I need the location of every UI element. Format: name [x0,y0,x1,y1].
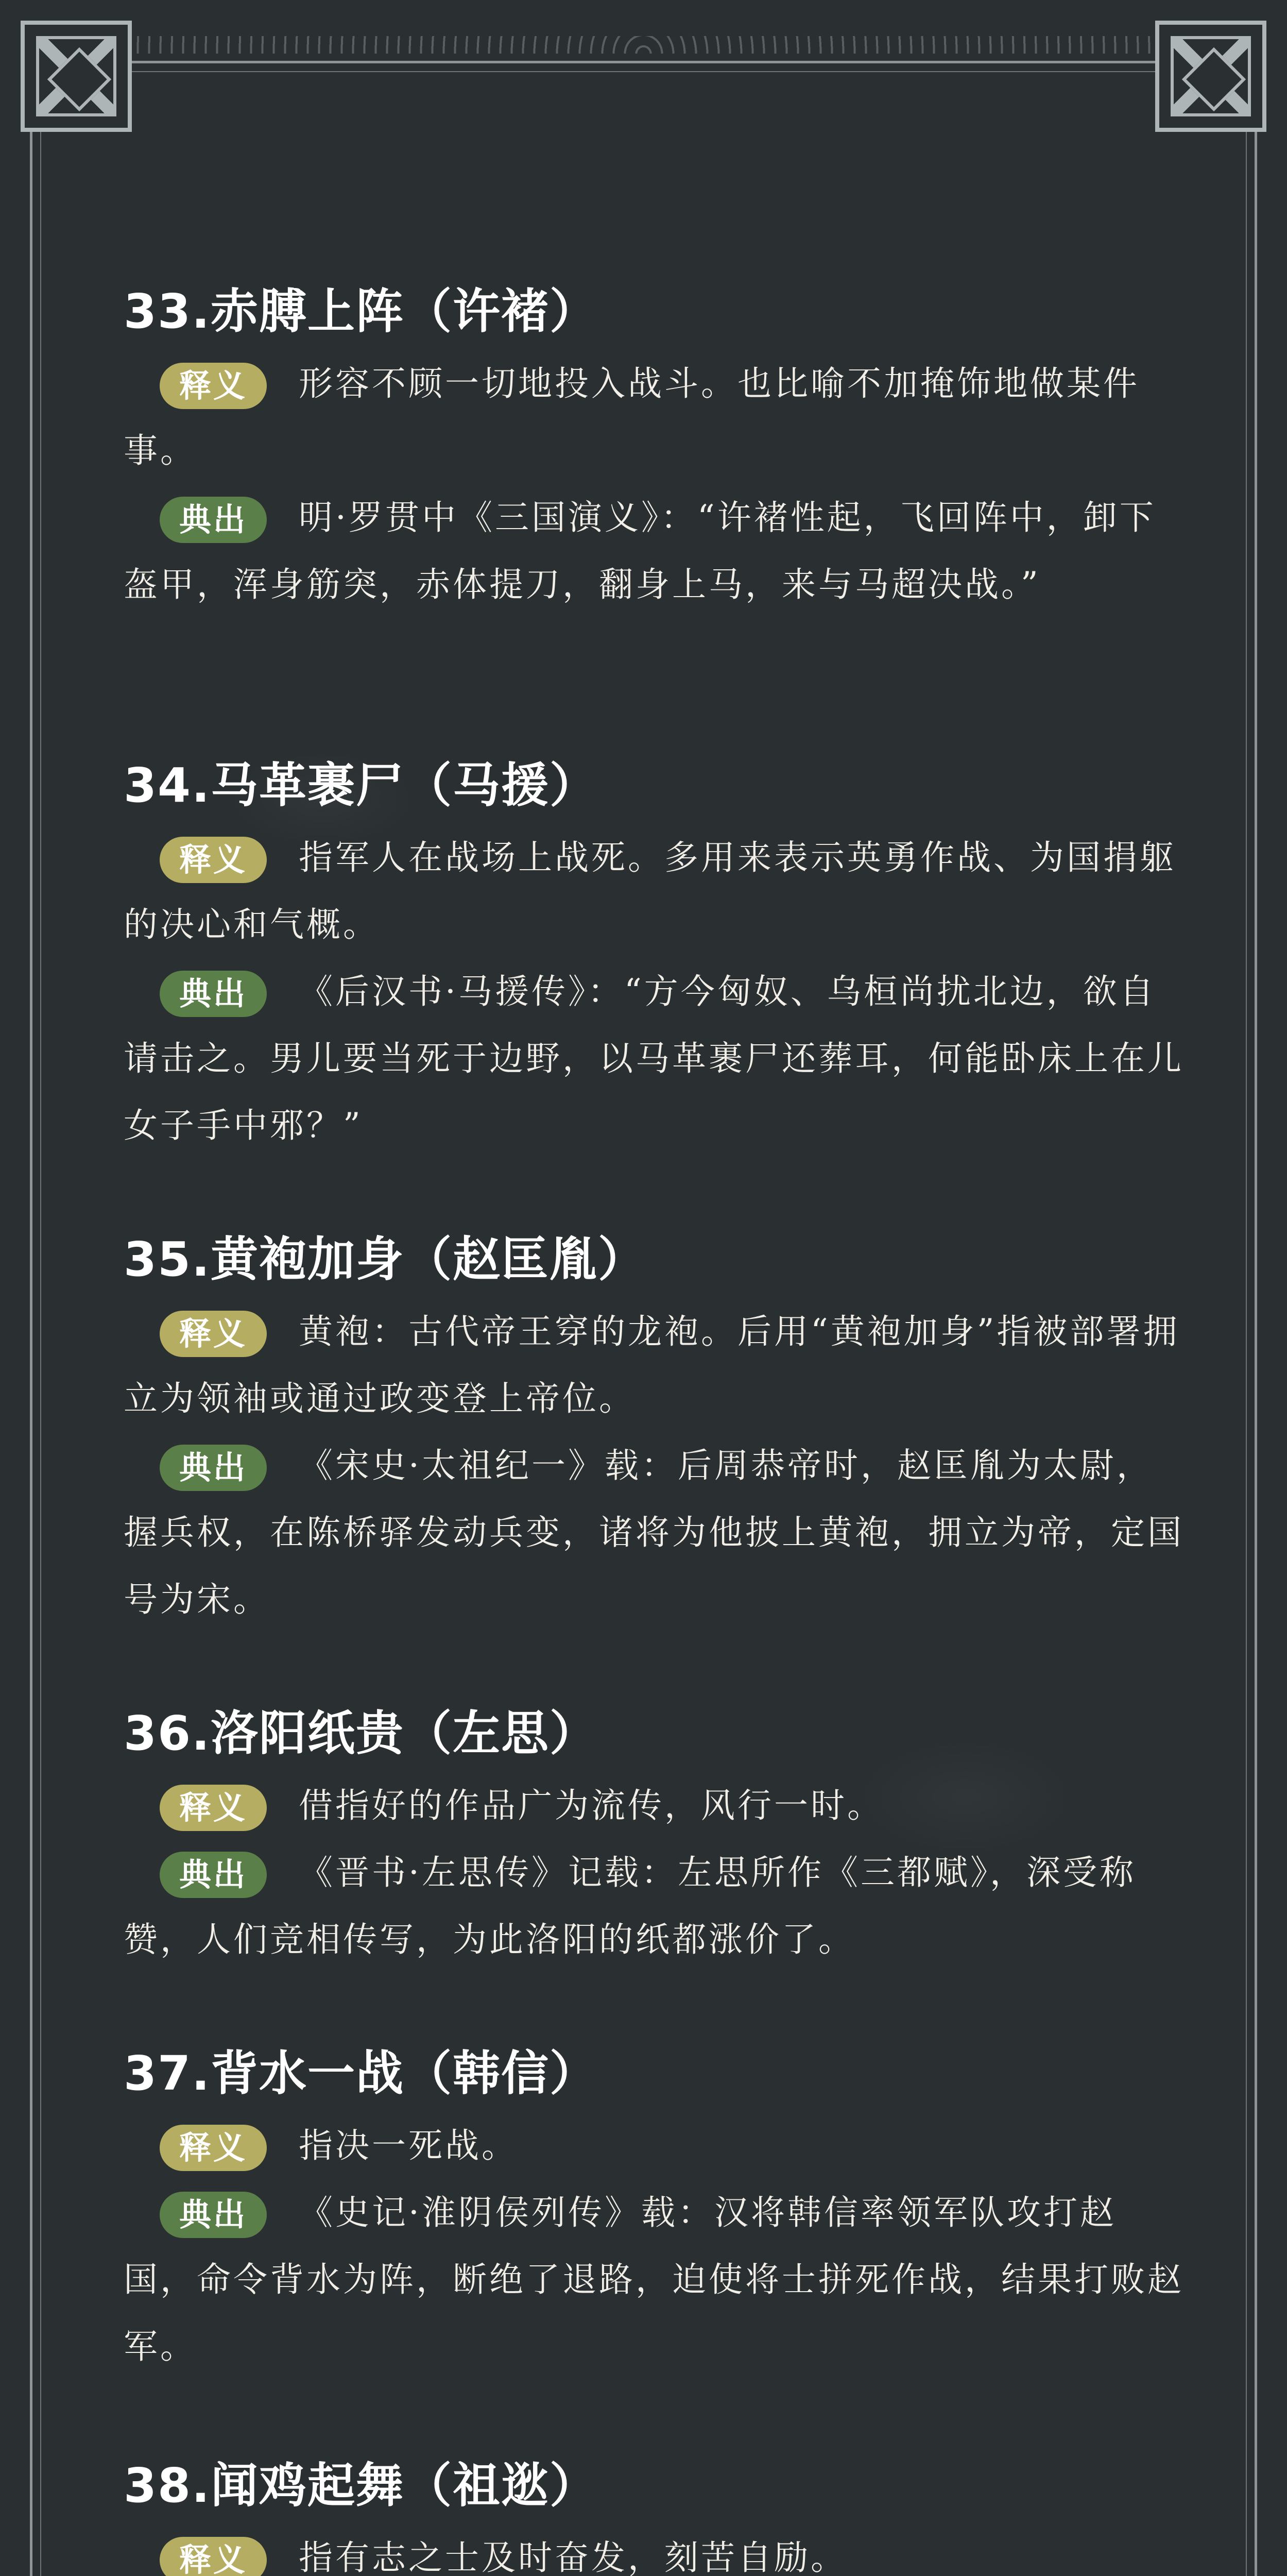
source-badge: 典出 [160,497,267,543]
source-text: 《晋书·左思传》记载：左思所作《三都赋》，深受称赞，人们竞相传写，为此洛阳的纸都涨价了。 [124,1853,1136,1959]
definition-text: 形容不顾一切地投入战斗。也比喻不加掩饰地做某件事。 [124,364,1140,470]
top-wave-border [134,36,1153,54]
definition-text: 指有志之士及时奋发，刻苦自励。 [299,2538,847,2576]
definition-row [124,1772,1185,1839]
definition-text: 指军人在战场上战死。多用来表示英勇作战、为国捐躯的决心和气概。 [124,838,1176,944]
source-badge: 典出 [160,971,267,1017]
definition-badge: 释义 [160,1785,267,1831]
source-badge: 典出 [160,1852,267,1898]
idiom-entry-38 [124,2452,1185,2576]
definition-badge: 释义 [160,1311,267,1357]
source-row [124,484,1185,618]
definition-row [124,1298,1185,1432]
idiom-entry-33 [124,278,1185,618]
source-badge: 典出 [160,2192,267,2238]
idiom-title: 36.洛阳纸贵（左思） [124,1706,598,1761]
source-text: 《史记·淮阴侯列传》载：汉将韩信率领军队攻打赵国，命令背水为阵，断绝了退路，迫使将士拼死作战，结果打败赵军。 [124,2193,1184,2366]
definition-badge: 释义 [160,2125,267,2171]
corner-ornament-icon [21,21,132,132]
idiom-title: 33.赤膊上阵（许褚） [124,284,598,339]
idiom-entry-34 [124,752,1185,1159]
source-text: 明·罗贯中《三国演义》：“许褚性起，飞回阵中，卸下盔甲，浑身筋突，赤体提刀，翻身上马，来与马超决战。” [124,498,1156,604]
corner-ornament-icon [1155,21,1266,132]
definition-badge: 释义 [160,2537,267,2576]
idiom-title: 38.闻鸡起舞（祖逖） [124,2458,598,2513]
definition-badge: 释义 [160,837,267,883]
idiom-entry-35 [124,1226,1185,1633]
idiom-title: 34.马革裹尸（马援） [124,758,598,813]
definition-text: 借指好的作品广为流传，风行一时。 [299,1786,884,1825]
definition-text: 黄袍：古代帝王穿的龙袍。后用“黄袍加身”指被部署拥立为领袖或通过政变登上帝位。 [124,1312,1180,1418]
source-row [124,958,1185,1159]
idiom-title: 37.背水一战（韩信） [124,2046,598,2101]
definition-row [124,2524,1185,2576]
source-row [124,1432,1185,1633]
source-text: 《后汉书·马援传》：“方今匈奴、乌桓尚扰北边，欲自请击之。男儿要当死于边野，以马革裹尸还葬耳，何能卧床上在儿女子手中邪？” [124,972,1184,1145]
idiom-entry-36 [124,1700,1185,1973]
source-row [124,2179,1185,2380]
definition-row [124,824,1185,958]
definition-badge: 释义 [160,363,267,409]
source-row [124,1839,1185,1973]
definition-row [124,2112,1185,2179]
source-text: 《宋史·太祖纪一》载：后周恭帝时，赵匡胤为太尉，握兵权，在陈桥驿发动兵变，诸将为他披上黄袍，拥立为帝，定国号为宋。 [124,1446,1184,1619]
source-badge: 典出 [160,1445,267,1491]
definition-text: 指决一死战。 [299,2126,518,2165]
idiom-entry-37 [124,2040,1185,2380]
definition-row [124,350,1185,484]
idiom-title: 35.黄袍加身（赵匡胤） [124,1232,646,1287]
